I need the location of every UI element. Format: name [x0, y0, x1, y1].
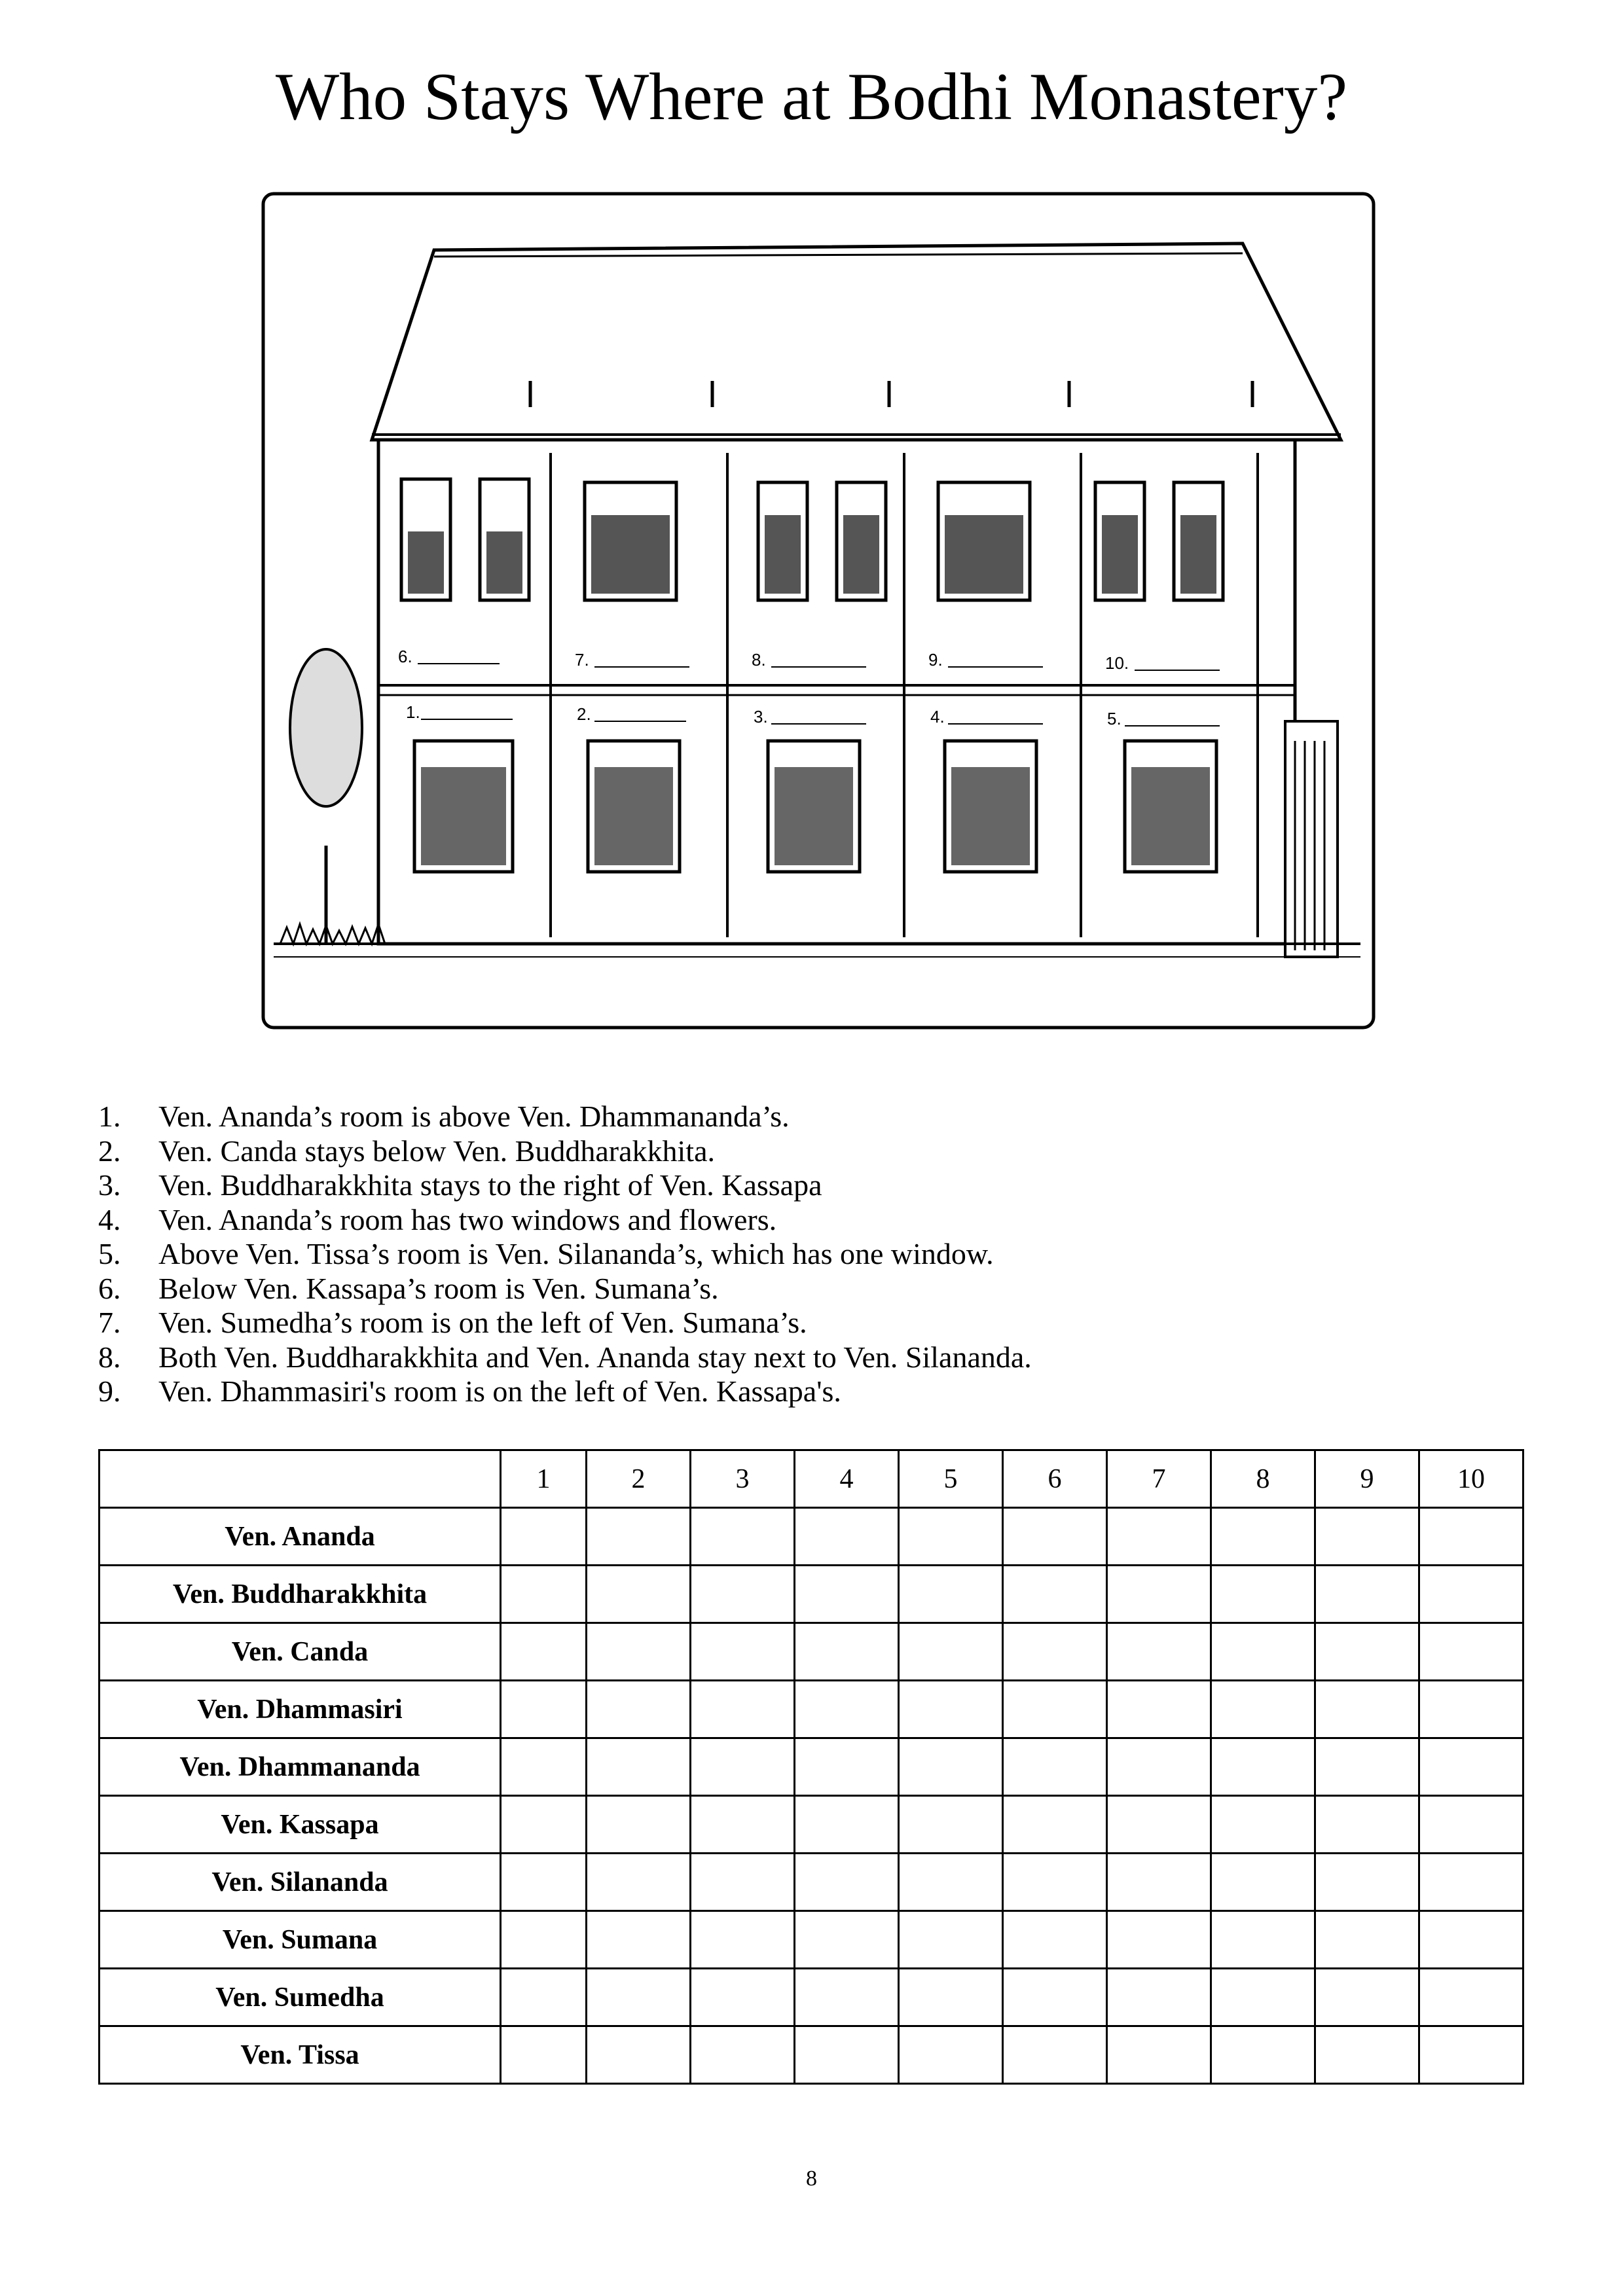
grid-answer-cell[interactable]: [795, 1796, 899, 1854]
grid-answer-cell[interactable]: [899, 1854, 1003, 1911]
grid-row: [100, 1854, 1523, 1911]
grid-answer-cell[interactable]: [1003, 1681, 1107, 1738]
clue-list: [98, 1100, 1032, 1409]
grid-answer-cell[interactable]: [1003, 1623, 1107, 1681]
grid-row: [100, 1623, 1523, 1681]
grid-answer-cell[interactable]: [691, 1623, 795, 1681]
grid-answer-cell[interactable]: [899, 1738, 1003, 1796]
room-label-8: 8.: [752, 650, 766, 670]
grid-answer-cell[interactable]: [1419, 1623, 1523, 1681]
tree: [290, 649, 362, 944]
room-label-5: 5.: [1107, 709, 1122, 728]
grid-answer-cell[interactable]: [1315, 1508, 1419, 1566]
grid-answer-cell[interactable]: [1107, 1566, 1211, 1623]
clue-text: Below Ven. Kassapa’s room is Ven. Sumana’s.: [158, 1271, 719, 1305]
room-label-4: 4.: [930, 707, 945, 726]
grid-answer-cell[interactable]: [691, 1854, 795, 1911]
grid-answer-cell[interactable]: [795, 1566, 899, 1623]
grid-answer-cell[interactable]: [501, 1969, 587, 2026]
grid-corner-cell: [100, 1450, 501, 1508]
grid-answer-cell[interactable]: [1315, 1854, 1419, 1911]
room-label-6: 6.: [398, 647, 412, 666]
grid-answer-cell[interactable]: [1211, 1969, 1315, 2026]
grid-answer-cell[interactable]: [691, 1969, 795, 2026]
grid-column-header: 3: [691, 1450, 795, 1508]
clue-item: [98, 1374, 1032, 1409]
grid-answer-cell[interactable]: [1107, 1796, 1211, 1854]
grid-row-label: Ven. Silananda: [100, 1854, 501, 1911]
grid-answer-cell[interactable]: [1003, 1508, 1107, 1566]
grid-answer-cell[interactable]: [1211, 1911, 1315, 1969]
grid-answer-cell[interactable]: [1003, 1796, 1107, 1854]
grid-answer-cell[interactable]: [1315, 1681, 1419, 1738]
grid-answer-cell[interactable]: [899, 1796, 1003, 1854]
grid-answer-cell[interactable]: [1211, 2026, 1315, 2084]
clue-number: 1.: [98, 1100, 121, 1133]
grid-row-label: Ven. Kassapa: [100, 1796, 501, 1854]
clue-number: 2.: [98, 1134, 121, 1168]
grid-answer-cell[interactable]: [1315, 2026, 1419, 2084]
grid-answer-cell[interactable]: [1419, 1854, 1523, 1911]
clue-number: 3.: [98, 1168, 121, 1202]
grid-column-header: 7: [1107, 1450, 1211, 1508]
grid-answer-cell[interactable]: [899, 1508, 1003, 1566]
grid-column-header: 5: [899, 1450, 1003, 1508]
grid-answer-cell[interactable]: [1211, 1738, 1315, 1796]
grid-answer-cell[interactable]: [1107, 1623, 1211, 1681]
grid-answer-cell[interactable]: [691, 1796, 795, 1854]
clue-item: [98, 1340, 1032, 1375]
room-label-10: 10.: [1105, 653, 1129, 673]
grid-header-row: [100, 1450, 1523, 1508]
grid-answer-cell[interactable]: [795, 1681, 899, 1738]
monastery-illustration: [261, 191, 1376, 1030]
grid-answer-cell[interactable]: [1003, 1738, 1107, 1796]
grid-answer-cell[interactable]: [1211, 1566, 1315, 1623]
grid-answer-cell[interactable]: [1003, 1969, 1107, 2026]
grid-answer-cell[interactable]: [1003, 1911, 1107, 1969]
grid-answer-cell[interactable]: [1211, 1796, 1315, 1854]
grid-answer-cell[interactable]: [1315, 1623, 1419, 1681]
grid-column-header: 4: [795, 1450, 899, 1508]
grid-answer-cell[interactable]: [691, 2026, 795, 2084]
grid-column-header: 8: [1211, 1450, 1315, 1508]
clue-text: Both Ven. Buddharakkhita and Ven. Ananda stay next to Ven. Silananda.: [158, 1340, 1032, 1374]
grid-answer-cell[interactable]: [1211, 1508, 1315, 1566]
room-label-2: 2.: [577, 704, 591, 724]
clue-text: Ven. Dhammasiri's room is on the left of Ven. Kassapa's.: [158, 1374, 841, 1408]
grid-row: [100, 1738, 1523, 1796]
clue-text: Ven. Ananda’s room has two windows and flowers.: [158, 1202, 777, 1236]
grid-answer-cell[interactable]: [1419, 1681, 1523, 1738]
roof: [372, 243, 1341, 440]
room-label-3: 3.: [754, 707, 768, 726]
clue-text: Ven. Canda stays below Ven. Buddharakkhita.: [158, 1134, 715, 1168]
grid-answer-cell[interactable]: [899, 1566, 1003, 1623]
grid-answer-cell[interactable]: [1107, 1738, 1211, 1796]
grid-row-label: Ven. Dhammasiri: [100, 1681, 501, 1738]
grid-answer-cell[interactable]: [1107, 1681, 1211, 1738]
grid-row-label: Ven. Dhammananda: [100, 1738, 501, 1796]
grid-answer-cell[interactable]: [899, 2026, 1003, 2084]
grid-answer-cell[interactable]: [501, 1911, 587, 1969]
grid-answer-cell[interactable]: [795, 1854, 899, 1911]
clue-text: Ven. Sumedha’s room is on the left of Ven. Sumana’s.: [158, 1306, 807, 1339]
logic-grid: [98, 1449, 1524, 2085]
grid-answer-cell[interactable]: [1419, 2026, 1523, 2084]
grid-column-header: 1: [501, 1450, 587, 1508]
grid-row: [100, 1796, 1523, 1854]
grid-row-label: Ven. Buddharakkhita: [100, 1566, 501, 1623]
grid-answer-cell[interactable]: [501, 1566, 587, 1623]
grid-column-header: 2: [587, 1450, 691, 1508]
grid-answer-cell[interactable]: [1315, 1738, 1419, 1796]
grid-answer-cell[interactable]: [691, 1508, 795, 1566]
page-number: 8: [806, 2166, 817, 2191]
grid-answer-cell[interactable]: [587, 1969, 691, 2026]
clue-number: 9.: [98, 1374, 121, 1408]
clue-number: 7.: [98, 1306, 121, 1339]
grid-answer-cell[interactable]: [899, 1623, 1003, 1681]
grid-column-header: 9: [1315, 1450, 1419, 1508]
grid-answer-cell[interactable]: [1211, 1623, 1315, 1681]
grid-answer-cell[interactable]: [587, 1623, 691, 1681]
clue-item: [98, 1134, 1032, 1169]
clue-item: [98, 1237, 1032, 1272]
grid-answer-cell[interactable]: [501, 1508, 587, 1566]
clue-item: [98, 1272, 1032, 1306]
grid-answer-cell[interactable]: [899, 1681, 1003, 1738]
grid-answer-cell[interactable]: [1419, 1969, 1523, 2026]
grid-answer-cell[interactable]: [691, 1681, 795, 1738]
clue-number: 5.: [98, 1237, 121, 1270]
grid-answer-cell[interactable]: [1107, 1854, 1211, 1911]
grid-answer-cell[interactable]: [1003, 2026, 1107, 2084]
grid-answer-cell[interactable]: [501, 1738, 587, 1796]
clue-text: Above Ven. Tissa’s room is Ven. Silananda’s, which has one window.: [158, 1237, 994, 1270]
grid-answer-cell[interactable]: [1107, 1911, 1211, 1969]
grid-answer-cell[interactable]: [1419, 1738, 1523, 1796]
clue-number: 6.: [98, 1271, 121, 1305]
room-label-1: 1.: [406, 702, 420, 722]
grid-column-header: 6: [1003, 1450, 1107, 1508]
grid-answer-cell[interactable]: [1315, 1969, 1419, 2026]
grid-answer-cell[interactable]: [587, 1911, 691, 1969]
grid-answer-cell[interactable]: [1107, 1508, 1211, 1566]
grid-answer-cell[interactable]: [1315, 1911, 1419, 1969]
grid-answer-cell[interactable]: [795, 1623, 899, 1681]
grid-answer-cell[interactable]: [899, 1911, 1003, 1969]
grid-answer-cell[interactable]: [899, 1969, 1003, 2026]
grid-answer-cell[interactable]: [1315, 1796, 1419, 1854]
clue-item: [98, 1168, 1032, 1203]
grid-row: [100, 1566, 1523, 1623]
room-label-7: 7.: [575, 650, 589, 670]
clue-item: [98, 1306, 1032, 1340]
grid-row-label: Ven. Canda: [100, 1623, 501, 1681]
room-label-9: 9.: [928, 650, 943, 670]
grid-row-label: Ven. Sumedha: [100, 1969, 501, 2026]
grid-answer-cell[interactable]: [1419, 1911, 1523, 1969]
grid-row-label: Ven. Tissa: [100, 2026, 501, 2084]
grid-answer-cell[interactable]: [1107, 1969, 1211, 2026]
grid-answer-cell[interactable]: [587, 1566, 691, 1623]
grid-column-header: 10: [1419, 1450, 1523, 1508]
grid-row: [100, 1911, 1523, 1969]
grid-answer-cell[interactable]: [587, 2026, 691, 2084]
grid-answer-cell[interactable]: [1315, 1566, 1419, 1623]
grid-answer-cell[interactable]: [501, 1796, 587, 1854]
grid-answer-cell[interactable]: [1107, 2026, 1211, 2084]
clue-item: [98, 1100, 1032, 1134]
clue-number: 8.: [98, 1340, 121, 1374]
grid-answer-cell[interactable]: [1003, 1566, 1107, 1623]
grid-answer-cell[interactable]: [587, 1508, 691, 1566]
grid-answer-cell[interactable]: [1419, 1796, 1523, 1854]
grid-answer-cell[interactable]: [795, 1911, 899, 1969]
grid-answer-cell[interactable]: [1419, 1566, 1523, 1623]
grid-answer-cell[interactable]: [587, 1738, 691, 1796]
grid-answer-cell[interactable]: [691, 1566, 795, 1623]
clue-text: Ven. Ananda’s room is above Ven. Dhammananda’s.: [158, 1100, 790, 1133]
grid-row: [100, 1969, 1523, 2026]
grid-row-label: Ven. Ananda: [100, 1508, 501, 1566]
grid-answer-cell[interactable]: [1211, 1681, 1315, 1738]
grid-answer-cell[interactable]: [587, 1854, 691, 1911]
grid-row: [100, 1681, 1523, 1738]
grid-answer-cell[interactable]: [1211, 1854, 1315, 1911]
page-title: Who Stays Where at Bodhi Monastery?: [275, 60, 1348, 134]
grid-answer-cell[interactable]: [691, 1911, 795, 1969]
grid-row-label: Ven. Sumana: [100, 1911, 501, 1969]
grid-answer-cell[interactable]: [587, 1681, 691, 1738]
grid-answer-cell[interactable]: [795, 1969, 899, 2026]
grid-answer-cell[interactable]: [1419, 1508, 1523, 1566]
grid-answer-cell[interactable]: [795, 1508, 899, 1566]
grid-answer-cell[interactable]: [1003, 1854, 1107, 1911]
grid-answer-cell[interactable]: [691, 1738, 795, 1796]
clue-number: 4.: [98, 1202, 121, 1236]
grid-answer-cell[interactable]: [587, 1796, 691, 1854]
grid-row: [100, 2026, 1523, 2084]
grid-answer-cell[interactable]: [795, 2026, 899, 2084]
grid-answer-cell[interactable]: [501, 1854, 587, 1911]
grid-answer-cell[interactable]: [501, 1623, 587, 1681]
clue-item: [98, 1203, 1032, 1238]
grid-answer-cell[interactable]: [795, 1738, 899, 1796]
clue-text: Ven. Buddharakkhita stays to the right of Ven. Kassapa: [158, 1168, 822, 1202]
grid-row: [100, 1508, 1523, 1566]
grid-answer-cell[interactable]: [501, 2026, 587, 2084]
grid-answer-cell[interactable]: [501, 1681, 587, 1738]
